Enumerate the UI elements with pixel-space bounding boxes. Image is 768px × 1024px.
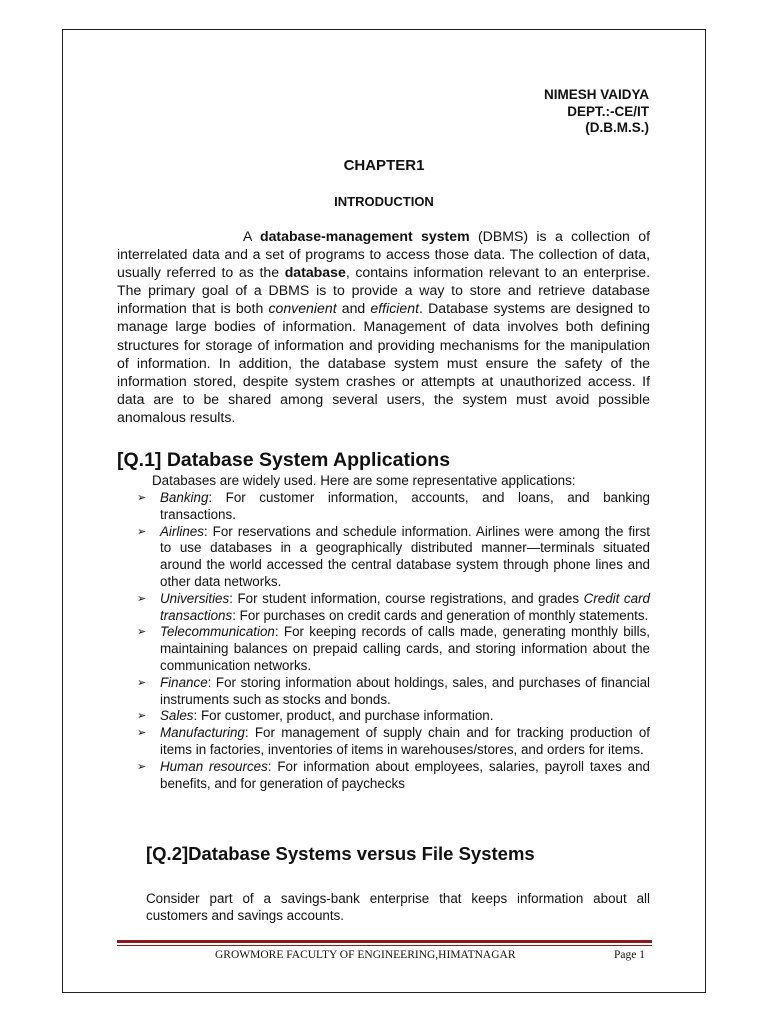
q1-heading: [Q.1] Database System Applications	[117, 449, 451, 471]
list-item: ➢ Banking: For customer information, accounts, and loans, and banking transactions.	[137, 490, 650, 522]
list-item: ➢ Human resources: For information about employees, salaries, payroll taxes and benefits, and for generation of paychecks	[137, 758, 650, 791]
footer-divider-thin	[117, 945, 652, 946]
author-name: NIMESH VAIDYA	[543, 87, 649, 102]
q2-paragraph: Consider part of a savings-bank enterprise that keeps information about all customers and savings accounts.	[146, 891, 650, 923]
arrow-bullet-icon: ➢	[137, 727, 147, 740]
author-subject: (D.B.M.S.)	[585, 120, 649, 135]
footer-institution: GROWMORE FACULTY OF ENGINEERING,HIMATNAGAR	[215, 949, 516, 961]
arrow-bullet-icon: ➢	[137, 592, 147, 605]
list-item: ➢ Sales: For customer, product, and purchase information.	[137, 708, 494, 724]
list-item: ➢ Universities: For student information, course registrations, and grades Credit card transactions: For purchases on credit cards and generation of monthly statements.	[137, 590, 650, 623]
term-dbms: database-management system	[259, 228, 470, 244]
author-dept: DEPT.:-CE/IT	[567, 103, 649, 119]
list-item: ➢ Telecommunication: For keeping records of calls made, generating monthly bills, maintaining balances on prepaid calling cards, and storing information about the communication networks.	[137, 624, 650, 673]
applications-list	[137, 490, 650, 792]
chapter-title: CHAPTER1	[343, 157, 425, 174]
section-heading: INTRODUCTION	[334, 194, 434, 209]
q2-heading: [Q.2]Database Systems versus File Systems	[146, 843, 535, 864]
term-database: database	[284, 264, 346, 281]
arrow-bullet-icon: ➢	[137, 676, 147, 689]
arrow-bullet-icon: ➢	[137, 626, 147, 639]
intro-paragraph: A database-management system (DBMS) is a collection of interrelated data and a set of programs to access those data. The collection of data, usually referred to as the database, contains information relevant to an enterprise. The primary goal of a DBMS is to provide a way to store and retrieve database information that is both convenient and efficient. Database systems are designed to manage large bodies of information. Management of data involves both defining structures for storage of information and providing mechanisms for the manipulation of information. In addition, the database system must ensure the safety of the information stored, despite system crashes or attempts at unauthorized access. If data are to be shared among several users, the system must avoid possible anomalous results.	[117, 228, 650, 425]
arrow-bullet-icon: ➢	[137, 492, 147, 504]
list-item: ➢ Airlines: For reservations and schedule information. Airlines were among the first to use databases in a geographically distributed manner—terminals situated around the world accessed the central database system through phone lines and other data networks.	[137, 523, 650, 589]
author-block	[544, 87, 649, 137]
arrow-bullet-icon: ➢	[137, 760, 147, 773]
q1-lead-text: Databases are widely used. Here are some representative applications:	[152, 473, 576, 488]
footer-page-number: Page 1	[614, 949, 645, 961]
arrow-bullet-icon: ➢	[137, 525, 147, 538]
arrow-bullet-icon: ➢	[137, 710, 147, 723]
list-item: ➢ Manufacturing: For management of supply chain and for tracking production of items in factories, inventories of items in warehouses/stores, and orders for items.	[137, 725, 650, 757]
list-item: ➢ Finance: For storing information about holdings, sales, and purchases of financial instruments such as stocks and bonds.	[137, 674, 650, 707]
footer-divider	[117, 940, 652, 943]
